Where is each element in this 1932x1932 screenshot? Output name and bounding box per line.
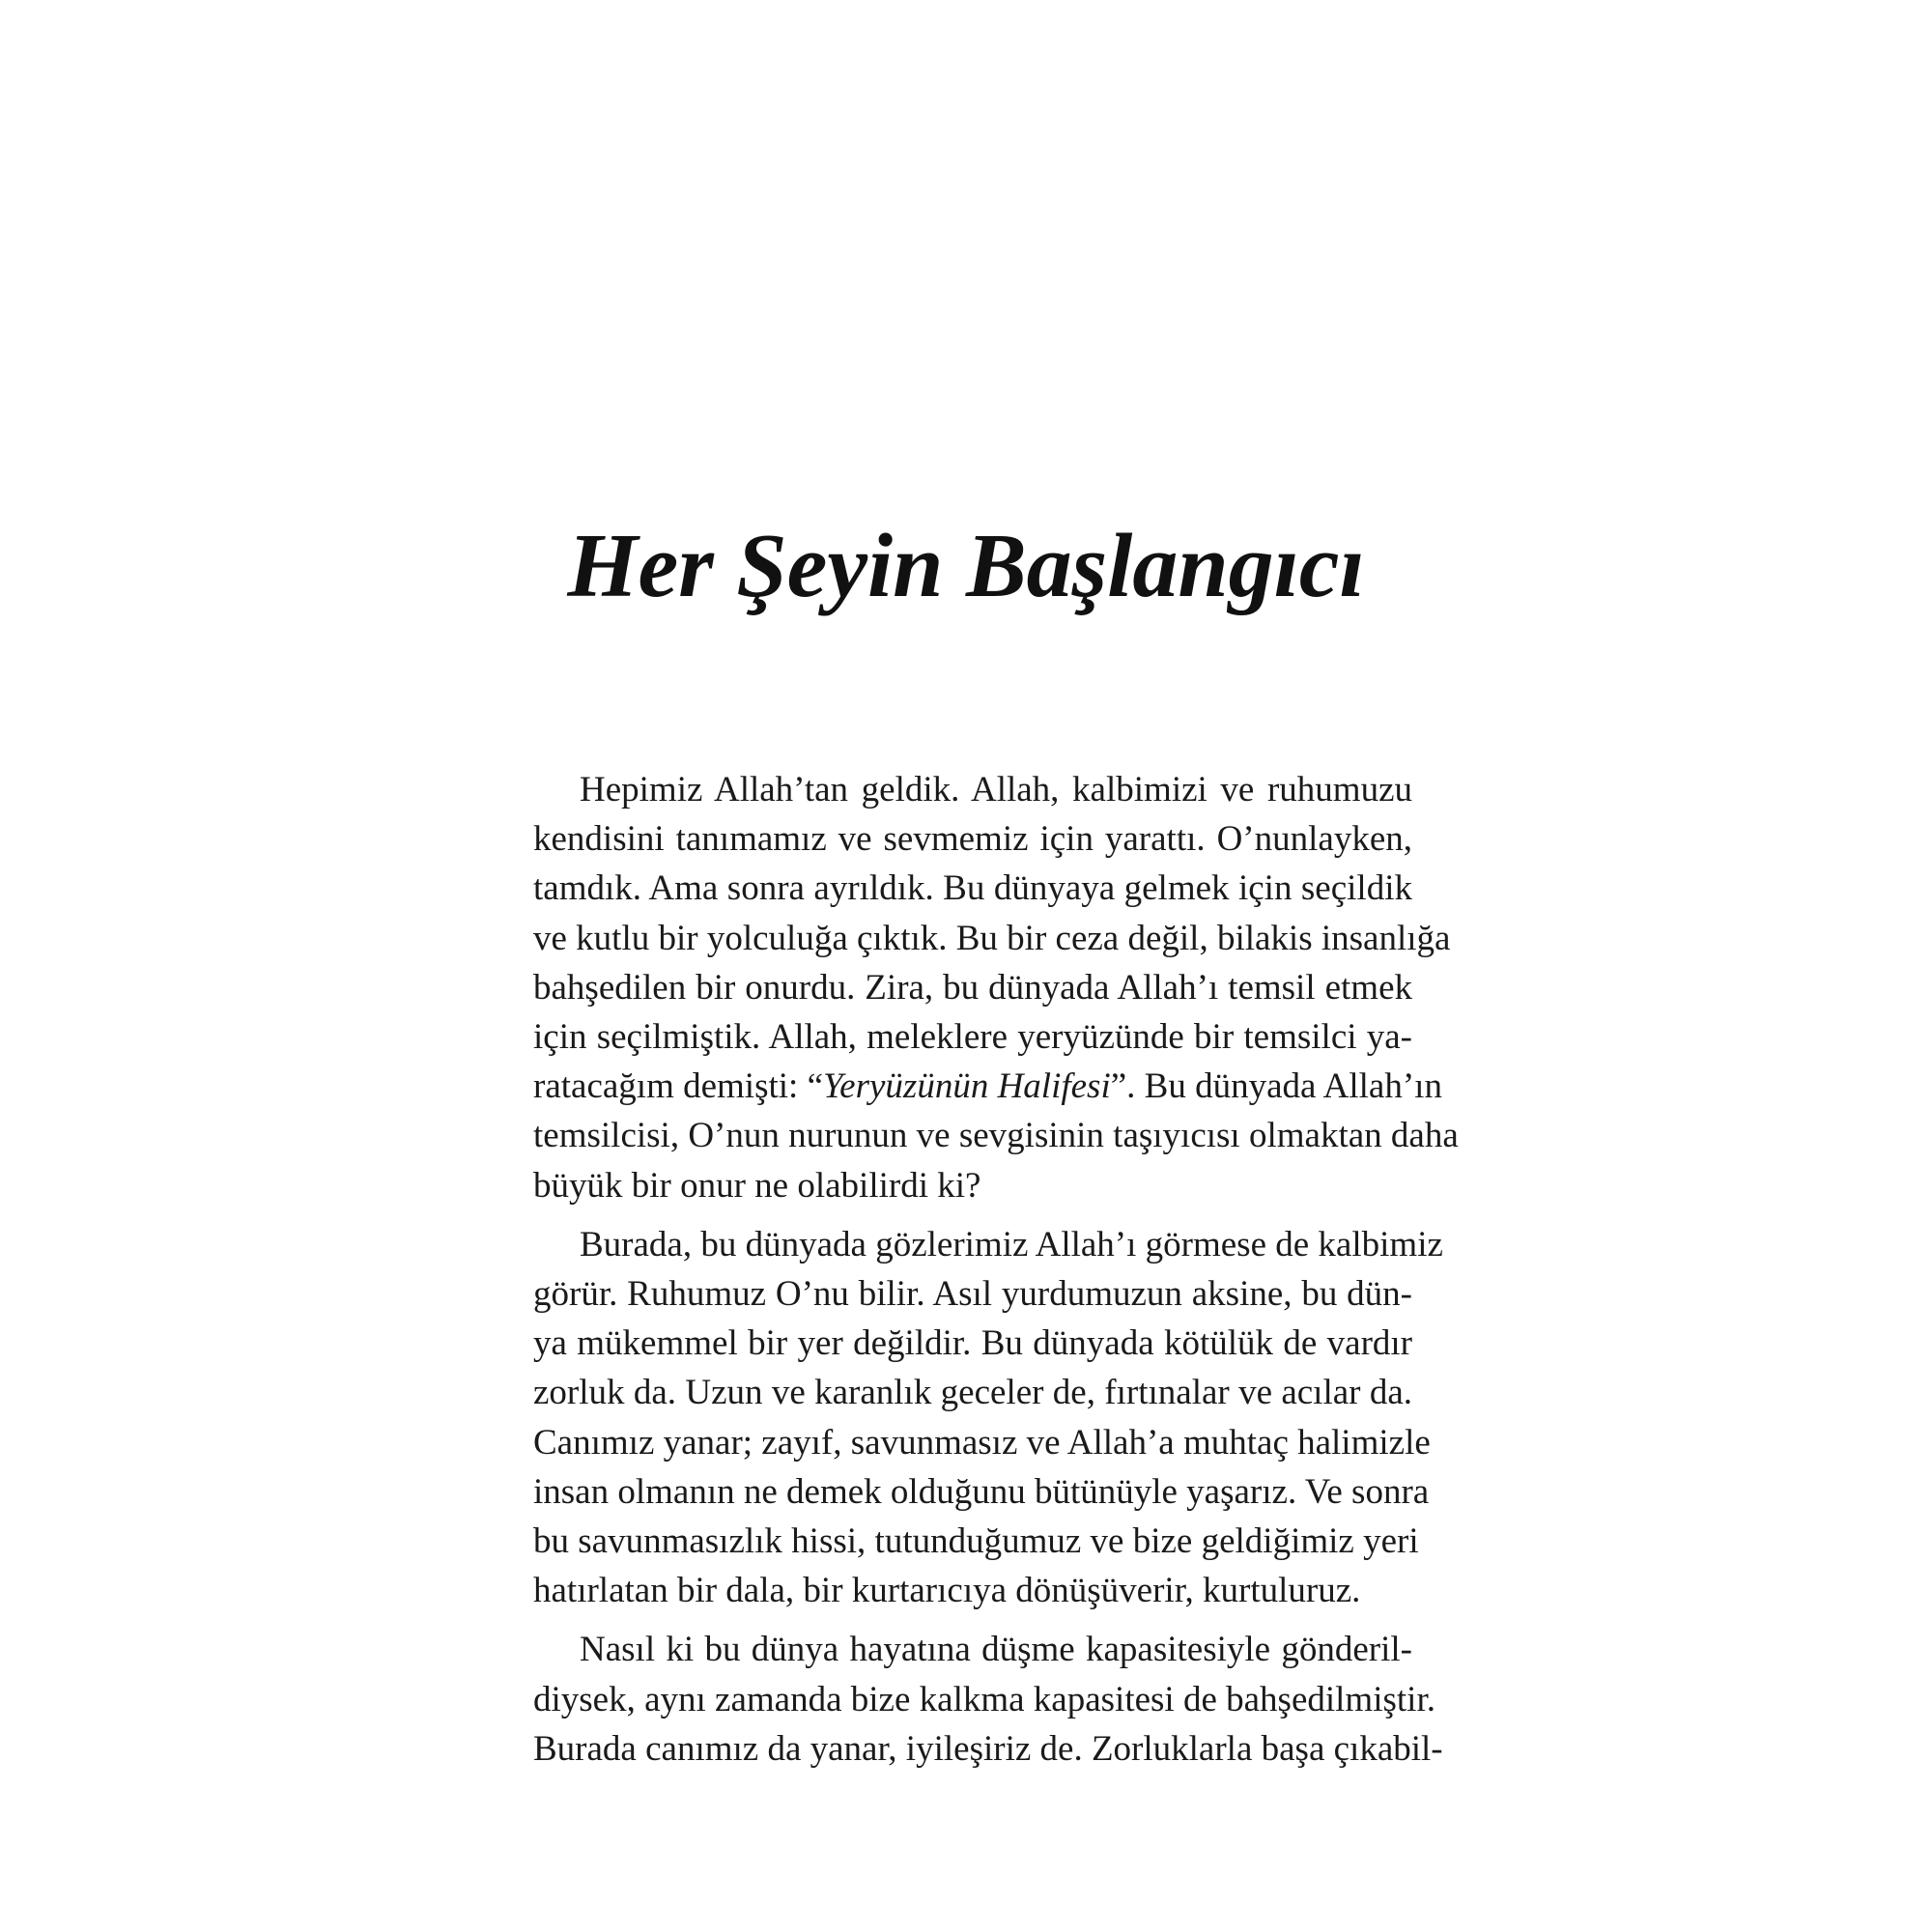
quote-suffix: ”. Bu dünyada Allah’ın bbox=[1110, 1066, 1442, 1107]
text-line: tamdık. Ama sonra ayrıldık. Bu dünyaya gelmek için seçildik bbox=[533, 868, 1412, 909]
text-line: diysek, aynı zamanda bize kalkma kapasitesi de bahşedilmiştir. bbox=[533, 1679, 1435, 1719]
text-line: için seçilmiştik. Allah, meleklere yeryüzünde bir temsilci ya- bbox=[533, 1017, 1412, 1058]
text-line: insan olmanın ne demek olduğunu bütünüyle yaşarız. Ve sonra bbox=[533, 1471, 1430, 1512]
text-line-with-quote bbox=[533, 1062, 1442, 1111]
paragraph-1 bbox=[533, 765, 1459, 1210]
text-line: hatırlatan bir dala, bir kurtarıcıya dönüşüverir, kurtuluruz. bbox=[533, 1571, 1361, 1611]
text-line: kendisini tanımamız ve sevmemiz için yarattı. O’nunlayken, bbox=[533, 819, 1412, 860]
text-line: görür. Ruhumuz O’nu bilir. Asıl yurdumuzun aksine, bu dün- bbox=[533, 1274, 1412, 1315]
paragraph-3 bbox=[533, 1625, 1443, 1774]
paragraph-2 bbox=[533, 1220, 1443, 1616]
text-line: bahşedilen bir onurdu. Zira, bu dünyada Allah’ı temsil etmek bbox=[533, 967, 1412, 1008]
text-line: Nasıl ki bu dünya hayatına düşme kapasitesiyle gönderil- bbox=[580, 1630, 1412, 1670]
text-line: büyük bir onur ne olabilirdi ki? bbox=[533, 1165, 981, 1206]
text-line: Hepimiz Allah’tan geldik. Allah, kalbimizi ve ruhumuzu bbox=[580, 770, 1412, 810]
chapter-title: Her Şeyin Başlangıcı bbox=[567, 516, 1365, 616]
italic-quote: Yeryüzünün Halifesi bbox=[823, 1066, 1111, 1107]
text-line: Canımız yanar; zayıf, savunmasız ve Allah’a muhtaç halimizle bbox=[533, 1422, 1431, 1463]
text-line: zorluk da. Uzun ve karanlık geceler de, fırtınalar ve acılar da. bbox=[533, 1373, 1412, 1413]
text-line: ve kutlu bir yolculuğa çıktık. Bu bir ceza değil, bilakis insanlığa bbox=[533, 918, 1451, 958]
body-text bbox=[533, 765, 1459, 1783]
text-line: bu savunmasızlık hissi, tutunduğumuz ve bize geldiğimiz yeri bbox=[533, 1521, 1419, 1562]
quote-prefix: ratacağım demişti: “ bbox=[533, 1066, 823, 1107]
text-line: ya mükemmel bir yer değildir. Bu dünyada kötülük de vardır bbox=[533, 1323, 1412, 1364]
text-line: Burada, bu dünyada gözlerimiz Allah’ı görmese de kalbimiz bbox=[580, 1224, 1443, 1264]
text-line: temsilcisi, O’nun nurunun ve sevgisinin taşıyıcısı olmaktan daha bbox=[533, 1116, 1459, 1156]
text-line: Burada canımız da yanar, iyileşiriz de. Zorluklarla başa çıkabil- bbox=[533, 1728, 1443, 1769]
